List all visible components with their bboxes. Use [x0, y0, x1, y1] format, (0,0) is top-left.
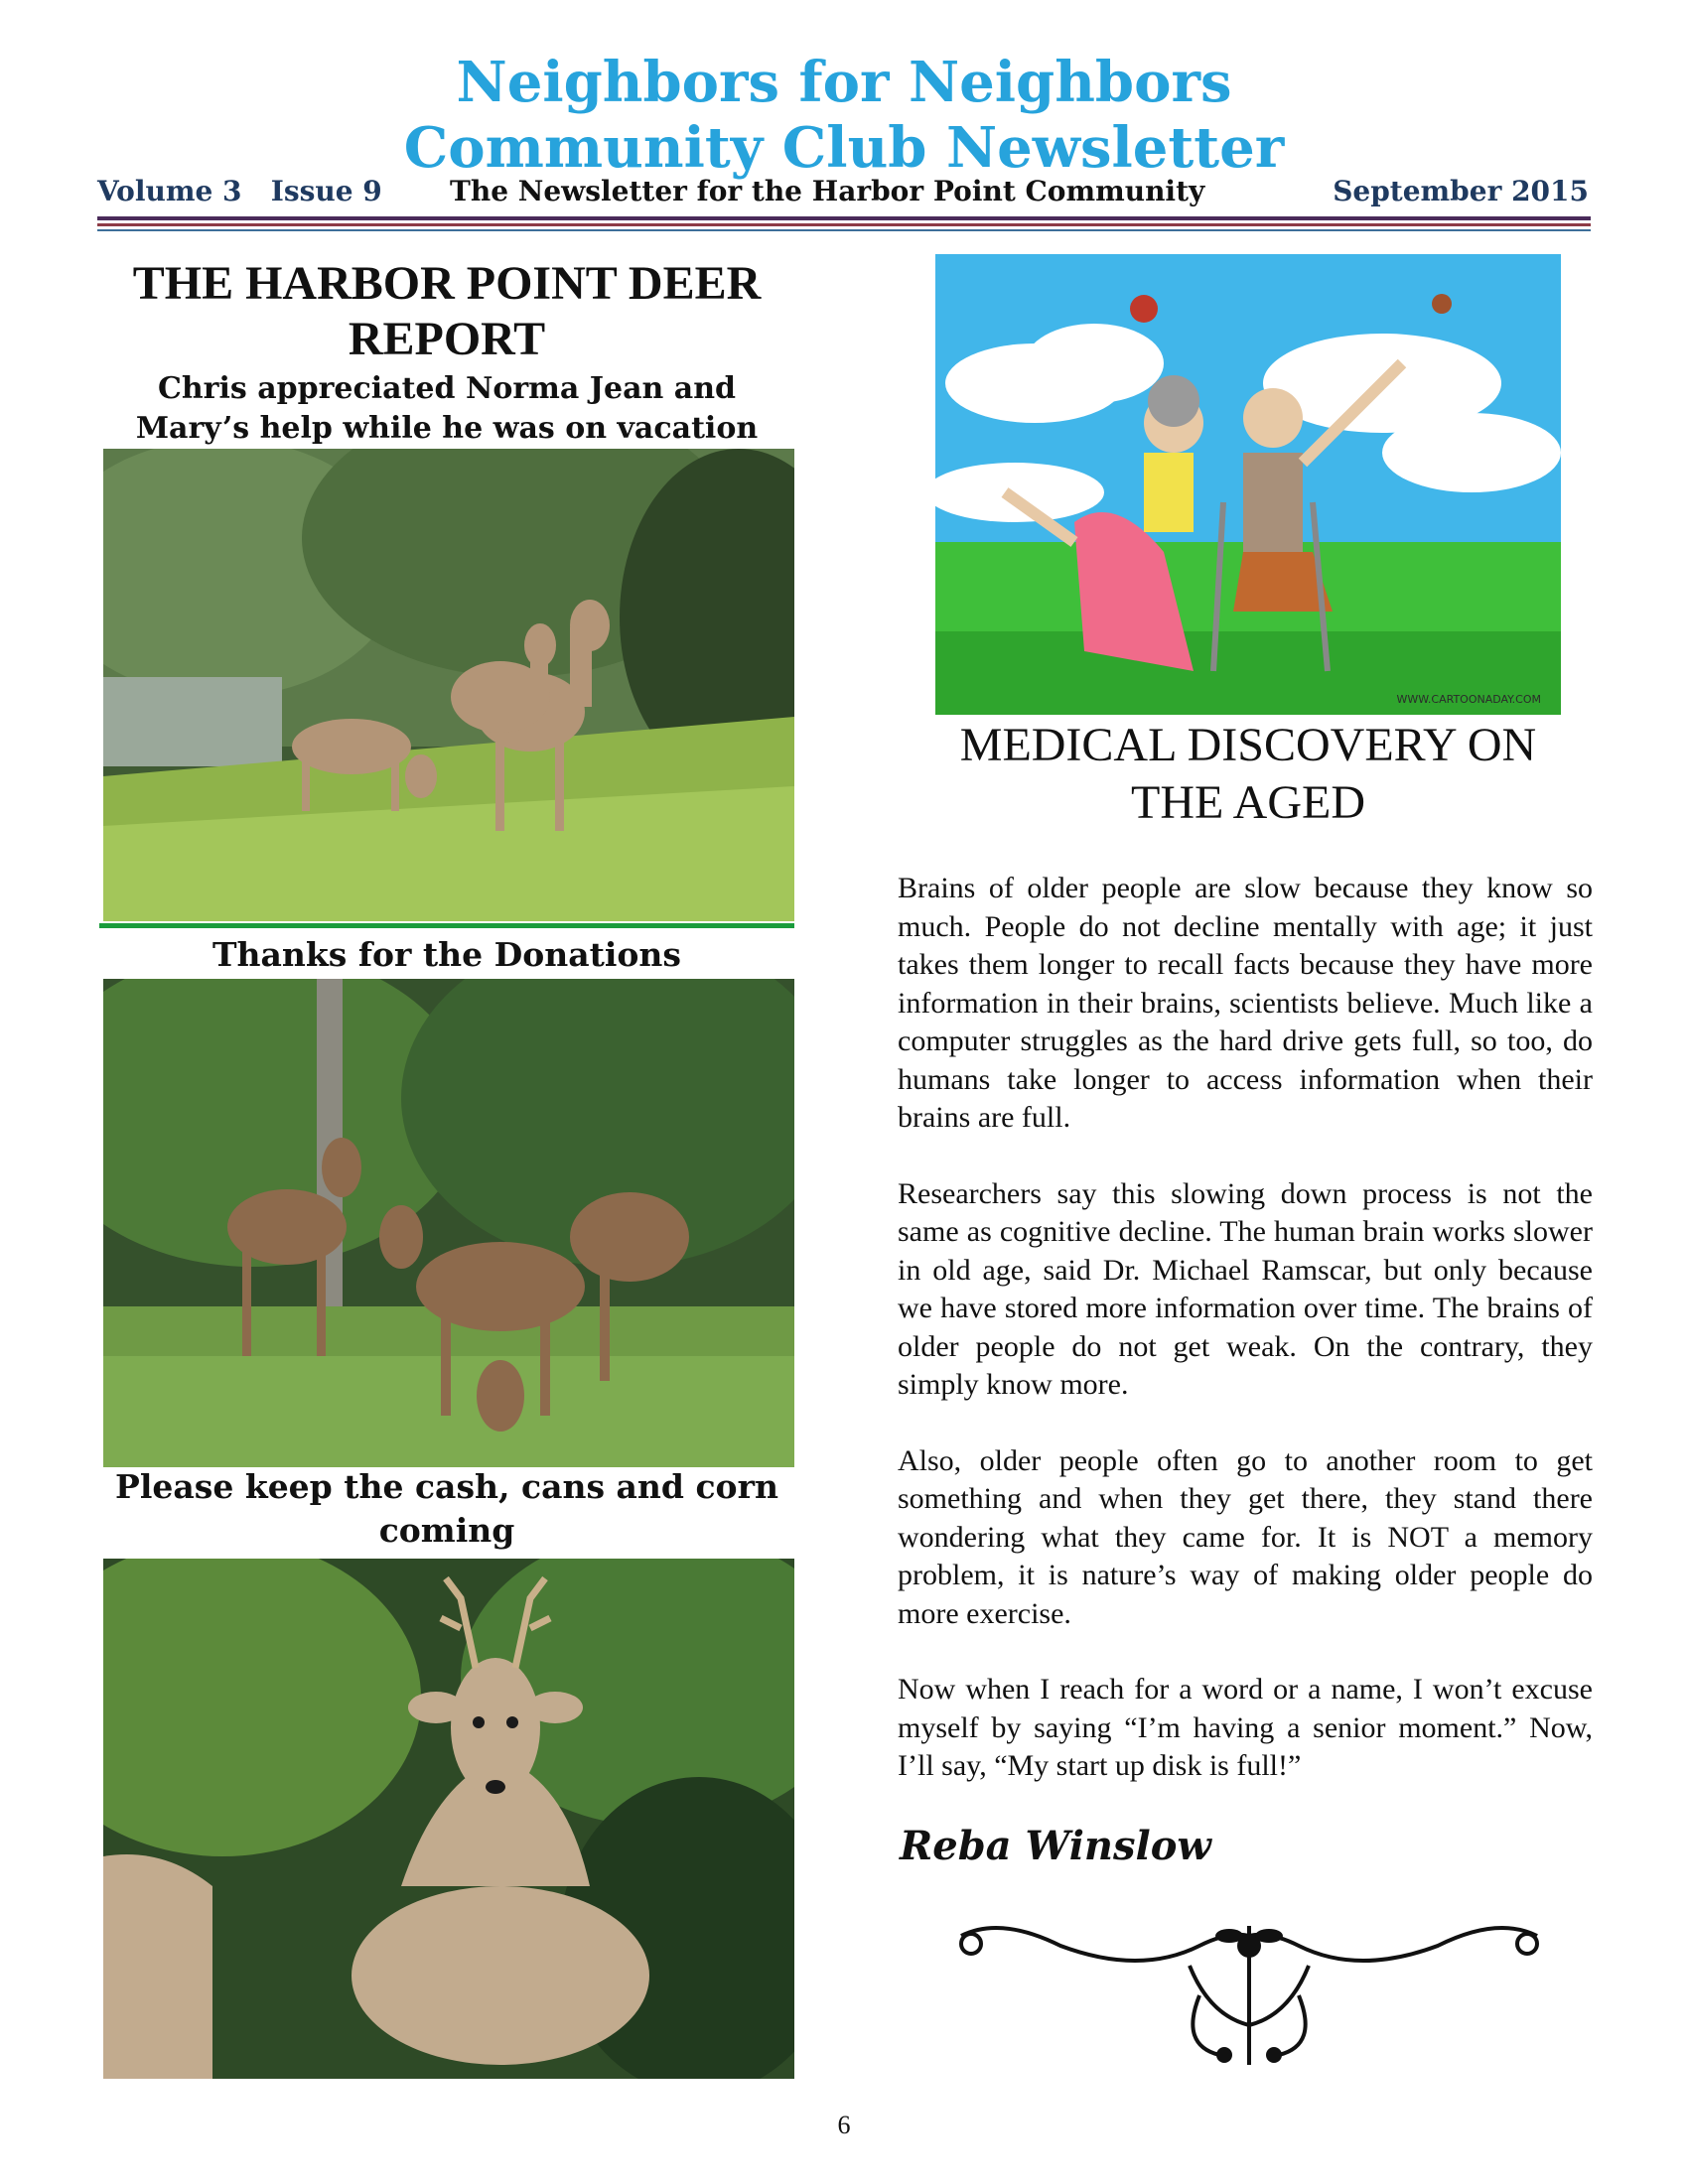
deer-caption-keep-coming: Please keep the cash, cans and corn coming	[115, 1467, 778, 1550]
newsletter-title-line-1: Neighbors for Neighbors	[456, 50, 1232, 115]
newsletter-title-line-2: Community Club Newsletter	[403, 115, 1285, 181]
author-signature: Reba Winslow	[900, 1823, 1211, 1869]
deer-report-title: THE HARBOR POINT DEER REPORT	[132, 257, 762, 365]
article-paragraph: Brains of older people are slow because they know so much. People do not decline mentally with age; it just takes them longer to recall facts because they have more information in their brains, scientists believe. Much like a computer struggles as the hard drive gets full, so too, do humans take longer to access information when their brains are full.	[898, 872, 1593, 1134]
article-paragraph: Researchers say this slowing down process is not the same as cognitive decline. The human brain works slower in old age, said Dr. Michael Ramscar, but only because we have stored more information over time. The brains of older people do not get weak. On the contrary, they simply know more.	[898, 1176, 1593, 1401]
article-paragraph: Now when I reach for a word or a name, I won’t excuse myself by saying “I’m having a senior moment.” Now, I’ll say, “My start up disk is full!”	[898, 1673, 1593, 1782]
deer-report-subtitle: Chris appreciated Norma Jean and Mary’s help while he was on vacation	[135, 371, 759, 446]
decorative-flourish-icon	[941, 1906, 1557, 2075]
deer-photo-3	[103, 1559, 794, 2079]
article-body	[898, 870, 1593, 1824]
deer-photo-1	[103, 449, 794, 921]
rule-line	[97, 223, 1591, 226]
masthead-rules	[97, 216, 1591, 234]
issue-info-bar	[97, 175, 1589, 214]
elderly-couple-cartoon	[935, 254, 1561, 715]
deer-photo-2	[103, 979, 794, 1467]
section-divider	[99, 923, 794, 928]
cartoon-credit: WWW.CARTOONADAY.COM	[1396, 693, 1541, 706]
volume-issue: Volume 3 Issue 9	[97, 175, 382, 207]
issue-date: September 2015	[1333, 175, 1589, 207]
article-title: MEDICAL DISCOVERY ON THE AGED	[959, 719, 1537, 829]
rule-line	[97, 216, 1591, 220]
page-number: 6	[837, 2111, 851, 2139]
masthead	[0, 50, 1688, 181]
article-paragraph: Also, older people often go to another room to get something and when they get there, they stand there wondering what they came for. It is NOT a memory problem, it is nature’s way of making older people do more exercise.	[898, 1443, 1593, 1630]
deer-caption-donations: Thanks for the Donations	[211, 935, 682, 974]
rule-line	[97, 229, 1591, 231]
newsletter-tagline: The Newsletter for the Harbor Point Community	[450, 175, 1205, 207]
